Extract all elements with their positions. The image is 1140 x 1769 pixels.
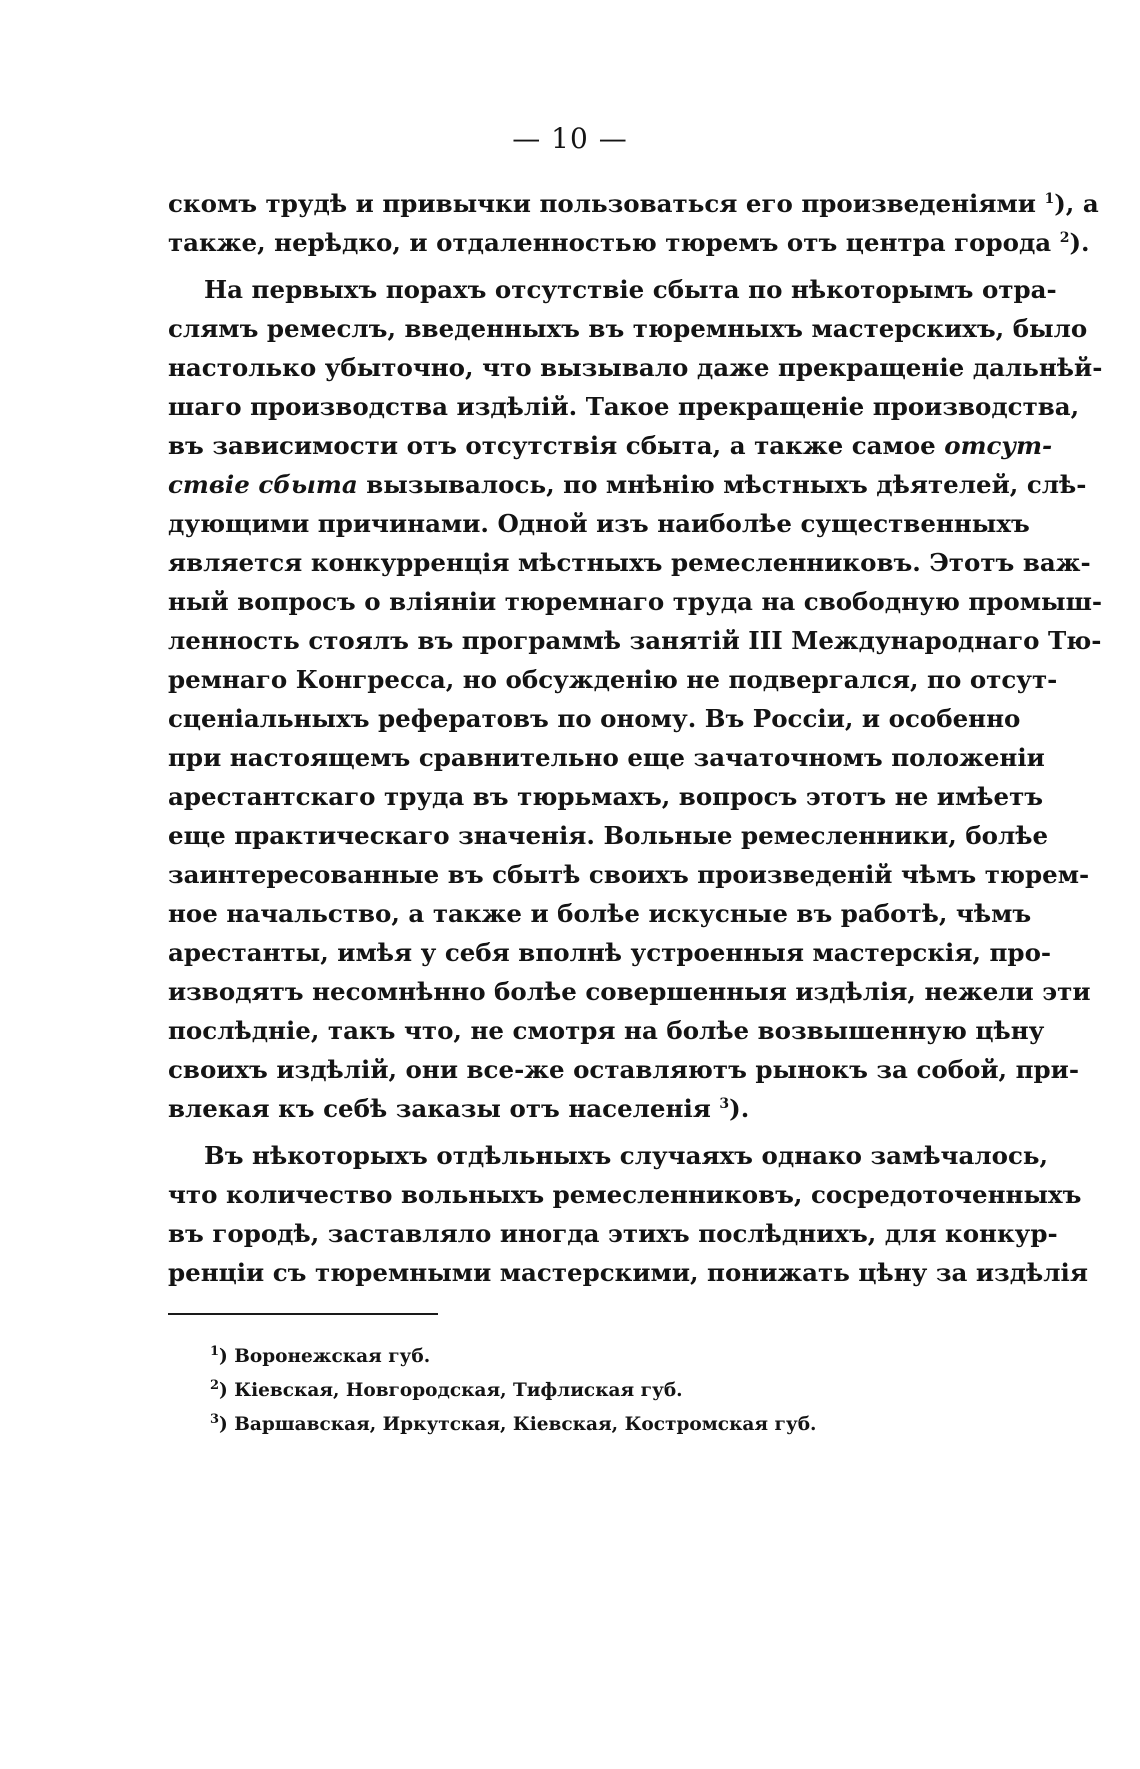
text-line: въ зависимости отъ отсутствія сбыта, а также самое отсут- — [168, 431, 1053, 460]
text-line: въ городѣ, заставляло иногда этихъ послѣднихъ, для конкур- — [168, 1219, 1058, 1248]
text-line: влекая къ себѣ заказы отъ населенія $^3$). — [168, 1094, 750, 1123]
footnote: $^3$) Варшавская, Иркутская, Кіевская, Костромская губ. — [210, 1411, 817, 1435]
footnote-divider — [168, 1313, 438, 1315]
text-line: Въ нѣкоторыхъ отдѣльныхъ случаяхъ однако замѣчалось, — [204, 1141, 1049, 1170]
footnote: $^1$) Воронежская губ. — [210, 1343, 431, 1367]
text-line: арестантскаго труда въ тюрьмахъ, вопросъ этотъ не имѣетъ — [168, 782, 1044, 811]
text-line: ствіе сбыта вызывалось, по мнѣнію мѣстныхъ дѣятелей, слѣ- — [168, 470, 1087, 499]
text-line: при настоящемъ сравнительно еще зачаточномъ положеніи — [168, 743, 1045, 772]
text-line: является конкурренція мѣстныхъ ремесленниковъ. Этотъ важ- — [168, 548, 1091, 577]
text-line: шаго производства издѣлій. Такое прекращеніе производства, — [168, 392, 1080, 421]
text-line: арестанты, имѣя у себя вполнѣ устроенныя мастерскія, про- — [168, 938, 1052, 967]
text-line: дующими причинами. Одной изъ наиболѣе существенныхъ — [168, 509, 1030, 538]
body-text — [168, 184, 1103, 1292]
text-line: ное начальство, а также и болѣе искусные въ работѣ, чѣмъ — [168, 899, 1032, 928]
text-line: ный вопросъ о вліяніи тюремнаго труда на свободную промыш- — [168, 587, 1103, 616]
text-line: На первыхъ порахъ отсутствіе сбыта по нѣкоторымъ отра- — [204, 275, 1057, 304]
text-line: также, нерѣдко, и отдаленностью тюремъ отъ центра города $^2$). — [168, 228, 1090, 257]
text-line: скомъ трудѣ и привычки пользоваться его произведеніями $^1$), а — [168, 189, 1099, 218]
text-line: послѣдніе, такъ что, не смотря на болѣе возвышенную цѣну — [168, 1016, 1045, 1045]
text-line: сценіальныхъ рефератовъ по оному. Въ Россіи, и особенно — [168, 704, 1021, 733]
text-line: еще практическаго значенія. Вольные ремесленники, болѣе — [168, 821, 1049, 850]
text-line: заинтересованные въ сбытѣ своихъ произведеній чѣмъ тюрем- — [168, 860, 1090, 889]
text-line: слямъ ремеслъ, введенныхъ въ тюремныхъ мастерскихъ, было — [168, 314, 1088, 343]
text-line: настолько убыточно, что вызывало даже прекращеніе дальнѣй- — [168, 353, 1103, 382]
text-line: изводятъ несомнѣнно болѣе совершенныя издѣлія, нежели эти — [168, 977, 1091, 1006]
footnote: $^2$) Кіевская, Новгородская, Тифлиская губ. — [210, 1377, 683, 1401]
text-line: что количество вольныхъ ремесленниковъ, сосредоточенныхъ — [168, 1180, 1082, 1209]
text-line: ленность стоялъ въ программѣ занятій III Международнаго Тю- — [168, 626, 1102, 655]
text-line: ремнаго Конгресса, но обсужденію не подвергался, по отсут- — [168, 665, 1058, 694]
text-line: ренціи съ тюремными мастерскими, понижать цѣну за издѣлія — [168, 1258, 1088, 1287]
footnotes — [210, 1340, 817, 1442]
text-line: своихъ издѣлій, они все-же оставляютъ рынокъ за собой, при- — [168, 1055, 1080, 1084]
page-number: — 10 — — [512, 122, 628, 155]
